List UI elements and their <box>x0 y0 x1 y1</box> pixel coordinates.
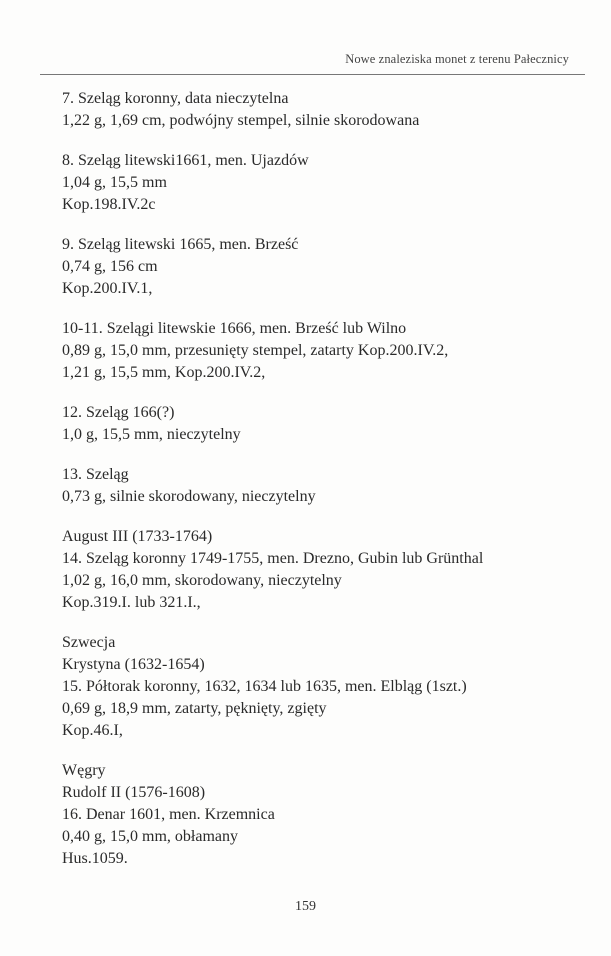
catalog-section-szwecja <box>62 632 582 742</box>
country-heading: Szwecja <box>62 634 116 651</box>
entry-line: 0,40 g, 15,0 mm, obłamany <box>62 828 238 845</box>
entry-line: 0,73 g, silnie skorodowany, nieczytelny <box>62 488 316 505</box>
catalog-entry-10-11 <box>62 318 582 384</box>
catalog-entry-7 <box>62 88 582 132</box>
catalog-entry-8 <box>62 150 582 216</box>
entry-line: 0,89 g, 15,0 mm, przesunięty stempel, zatarty Kop.200.IV.2, <box>62 342 449 359</box>
entry-line: 10-11. Szelągi litewskie 1666, men. Brześć lub Wilno <box>62 320 407 337</box>
entry-line: 9. Szeląg litewski 1665, men. Brześć <box>62 236 299 253</box>
catalog-entry-13 <box>62 464 582 508</box>
entry-line: 1,21 g, 15,5 mm, Kop.200.IV.2, <box>62 364 266 381</box>
entry-line: 8. Szeląg litewski1661, men. Ujazdów <box>62 152 309 169</box>
catalog-section-august-iii <box>62 526 582 614</box>
ruler-heading: Rudolf II (1576-1608) <box>62 784 206 801</box>
entry-line: 1,04 g, 15,5 mm <box>62 174 167 191</box>
header-rule <box>40 74 585 75</box>
entry-line: Kop.200.IV.1, <box>62 280 153 297</box>
entry-line: 16. Denar 1601, men. Krzemnica <box>62 806 275 823</box>
entry-line: 15. Półtorak koronny, 1632, 1634 lub 1635, men. Elbląg (1szt.) <box>62 678 467 695</box>
entry-line: Hus.1059. <box>62 850 128 867</box>
entry-line: Kop.319.I. lub 321.I., <box>62 594 201 611</box>
catalog-entry-9 <box>62 234 582 300</box>
ruler-heading: August III (1733-1764) <box>62 528 213 545</box>
entry-line: 14. Szeląg koronny 1749-1755, men. Drezno, Gubin lub Grünthal <box>62 550 484 567</box>
catalog-content <box>62 88 582 888</box>
catalog-entry-12 <box>62 402 582 446</box>
entry-line: 1,02 g, 16,0 mm, skorodowany, nieczytelny <box>62 572 342 589</box>
entry-line: 1,0 g, 15,5 mm, nieczytelny <box>62 426 241 443</box>
entry-line: 12. Szeląg 166(?) <box>62 404 175 421</box>
country-heading: Węgry <box>62 762 106 779</box>
entry-line: Kop.198.IV.2c <box>62 196 156 213</box>
entry-line: 0,69 g, 18,9 mm, zatarty, pęknięty, zgięty <box>62 700 327 717</box>
page-number: 159 <box>295 899 316 914</box>
entry-line: 13. Szeląg <box>62 466 129 483</box>
entry-line: 1,22 g, 1,69 cm, podwójny stempel, silnie skorodowana <box>62 112 420 129</box>
entry-line: Kop.46.I, <box>62 722 123 739</box>
entry-line: 7. Szeląg koronny, data nieczytelna <box>62 90 289 107</box>
ruler-heading: Krystyna (1632-1654) <box>62 656 205 673</box>
catalog-section-wegry <box>62 760 582 870</box>
running-header: Nowe znaleziska monet z terenu Pałecznicy <box>345 52 569 66</box>
entry-line: 0,74 g, 156 cm <box>62 258 158 275</box>
